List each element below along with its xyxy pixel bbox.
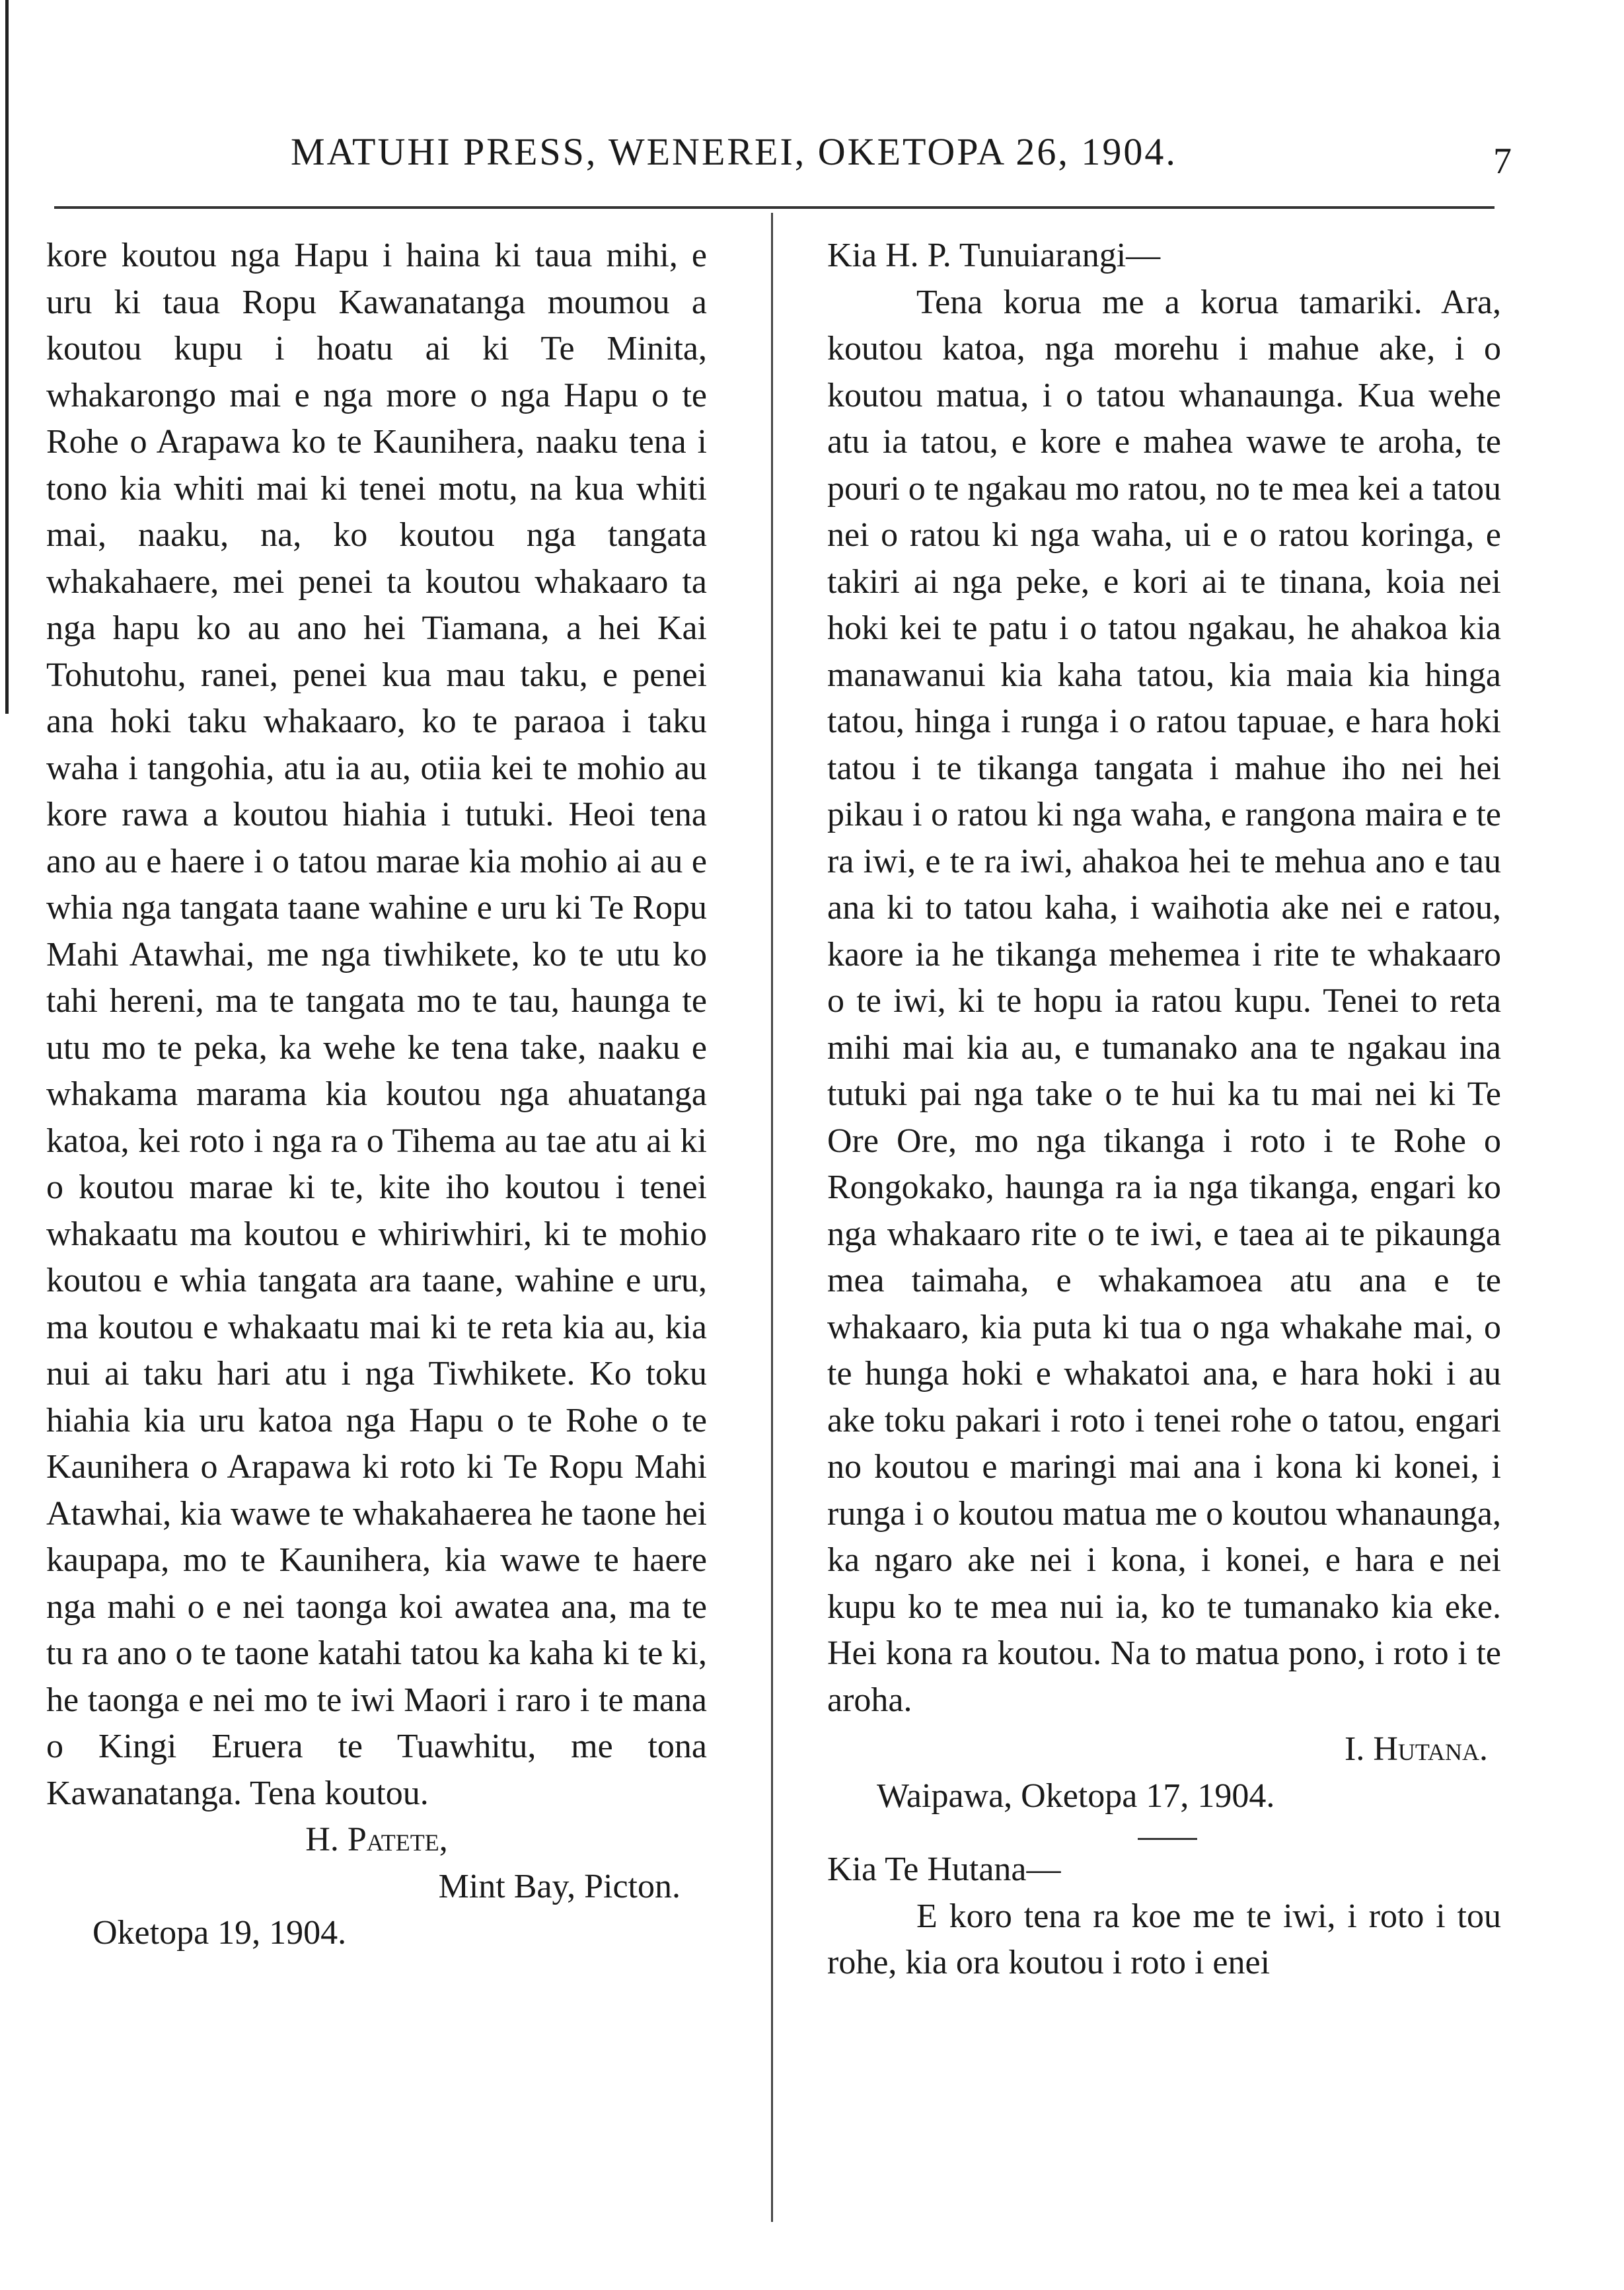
- header-rule: [54, 206, 1495, 209]
- left-column: [46, 233, 707, 1957]
- right-letter-body-2: E koro tena ra koe me te iwi, i roto i tou rohe, kia ora koutou i roto i enei: [827, 1897, 1501, 1981]
- left-signature-place: Mint Bay, Picton.: [438, 1867, 681, 1905]
- page-header: [0, 130, 1624, 189]
- section-dash: [1138, 1838, 1197, 1840]
- right-salutation-1: Kia H. P. Tunuiarangi—: [827, 237, 1161, 274]
- page-edge-rule: [5, 0, 9, 714]
- page-number: 7: [1493, 141, 1512, 182]
- right-letter-body-1: Tena korua me a korua tamariki. Ara, koutou katoa, nga morehu i mahue ake, i o koutou matua, i o tatou whanaunga. Kua wehe atu ia tatou, e kore e mahea wawe te aroha, te pouri o te ngakau mo ratou, no te mea kei a tatou nei o ratou ki nga waha, ui e o ratou koringa, e takiri ai nga peke, e kori ai te tinana, koia nei hoki kei te patu i o tatou ngakau, he ahakoa kia manawanui kia kaha tatou, kia maia kia hinga tatou, hinga i runga i o ratou tapuae, e hara hoki tatou i te tikanga tangata i mahue iho nei hei pikau i o ratou ki nga waha, e rangona maira e te ra iwi, e te ra iwi, ahakoa hei te mehua ano e tau ana ki to tatou kaha, i waihotia ake nei e ratou, kaore ia he tikanga mehemea i rite te whakaaro o te iwi, ki te hopu ia ratou kupu. Tenei to reta mihi mai kia au, e tumanako ana te ngakau ina tutuki pai nga take o te hui ka tu mai nei ki Te Ore Ore, mo nga tikanga i roto i te Rohe o Rongokako, haunga ra ia nga tikanga, engari ko nga whakaaro rite o te iwi, e taea ai te pikaunga mea taimaha, e whakamoea atu ana e te whakaaro, kia puta ki tua o nga whakahe mai, o te hunga hoki e whakatoi ana, e hara hoki i au ake toku pakari i roto i tenei rohe o tatou, engari no koutou e maringi mai ana i kona ki konei, i runga i o koutou matua me o koutou whanaunga, ka ngaro ake nei i kona, i konei, e hara e nei kupu ko te mea nui ia, ko te tumanako kia eke. Hei kona ra koutou. Na to matua pono, i roto i te aroha.: [827, 283, 1501, 1719]
- left-letter-body: kore koutou nga Hapu i haina ki taua mihi, e uru ki taua Ropu Kawanatanga moumou a koutou kupu i hoatu ai ki Te Minita, whakarongo mai e nga more o nga Hapu o te Rohe o Arapawa ko te Kaunihera, naaku tena i tono kia whiti mai ki tenei motu, na kua whiti mai, naaku, na, ko koutou nga tangata whakahaere, mei penei ta koutou whakaaro ta nga hapu ko au ano hei Tiamana, a hei Kai Tohutohu, ranei, penei kua mau taku, e penei ana hoki taku whakaaro, ko te paraoa i taku waha i tangohia, atu ia au, otiia kei te mohio au kore rawa a koutou hiahia i tutuki. Heoi tena ano au e haere i o tatou marae kia mohio ai au e whia nga tangata taane wahine e uru ki Te Ropu Mahi Atawhai, me nga tiwhikete, ko te utu ko tahi hereni, ma te tangata mo te tau, haunga te utu mo te peka, ka wehe ke tena take, naaku e whakama marama kia koutou nga ahuatanga katoa, kei roto i nga ra o Tihema au tae atu ai ki o koutou marae ki te, kite iho koutou i tenei whakaatu ma koutou e whiriwhiri, ki te mohio koutou e whia tangata ara taane, wahine e uru, ma koutou e whakaatu mai ki te reta kia au, kia nui ai taku hari atu i nga Tiwhikete. Ko toku hiahia kia uru katoa nga Hapu o te Rohe o te Kaunihera o Arapawa ki roto ki Te Ropu Mahi Atawhai, kia wawe te whakahaerea he taone hei kaupapa, mo te Kaunihera, kia wawe te haere nga mahi o e nei taonga koi awatea ana, ma te tu ra ano o te taone katahi tatou ka kaha ki te ki, he taonga e nei mo te iwi Maori i raro i te mana o Kingi Eruera te Tuawhitu, me tona Kawanatanga. Tena koutou.: [46, 237, 707, 1812]
- column-divider: [771, 213, 773, 2222]
- left-signature-name: H. Patete,: [305, 1821, 448, 1858]
- right-signature-date-1: Waipawa, Oketopa 17, 1904.: [877, 1776, 1275, 1815]
- right-salutation-2: Kia Te Hutana—: [827, 1851, 1061, 1888]
- running-head: MATUHI PRESS, WENEREI, OKETOPA 26, 1904.: [291, 130, 1177, 173]
- right-signature-name-1: I. Hutana.: [1345, 1730, 1488, 1768]
- right-column: [827, 233, 1501, 1987]
- left-signature-date: Oketopa 19, 1904.: [92, 1914, 347, 1952]
